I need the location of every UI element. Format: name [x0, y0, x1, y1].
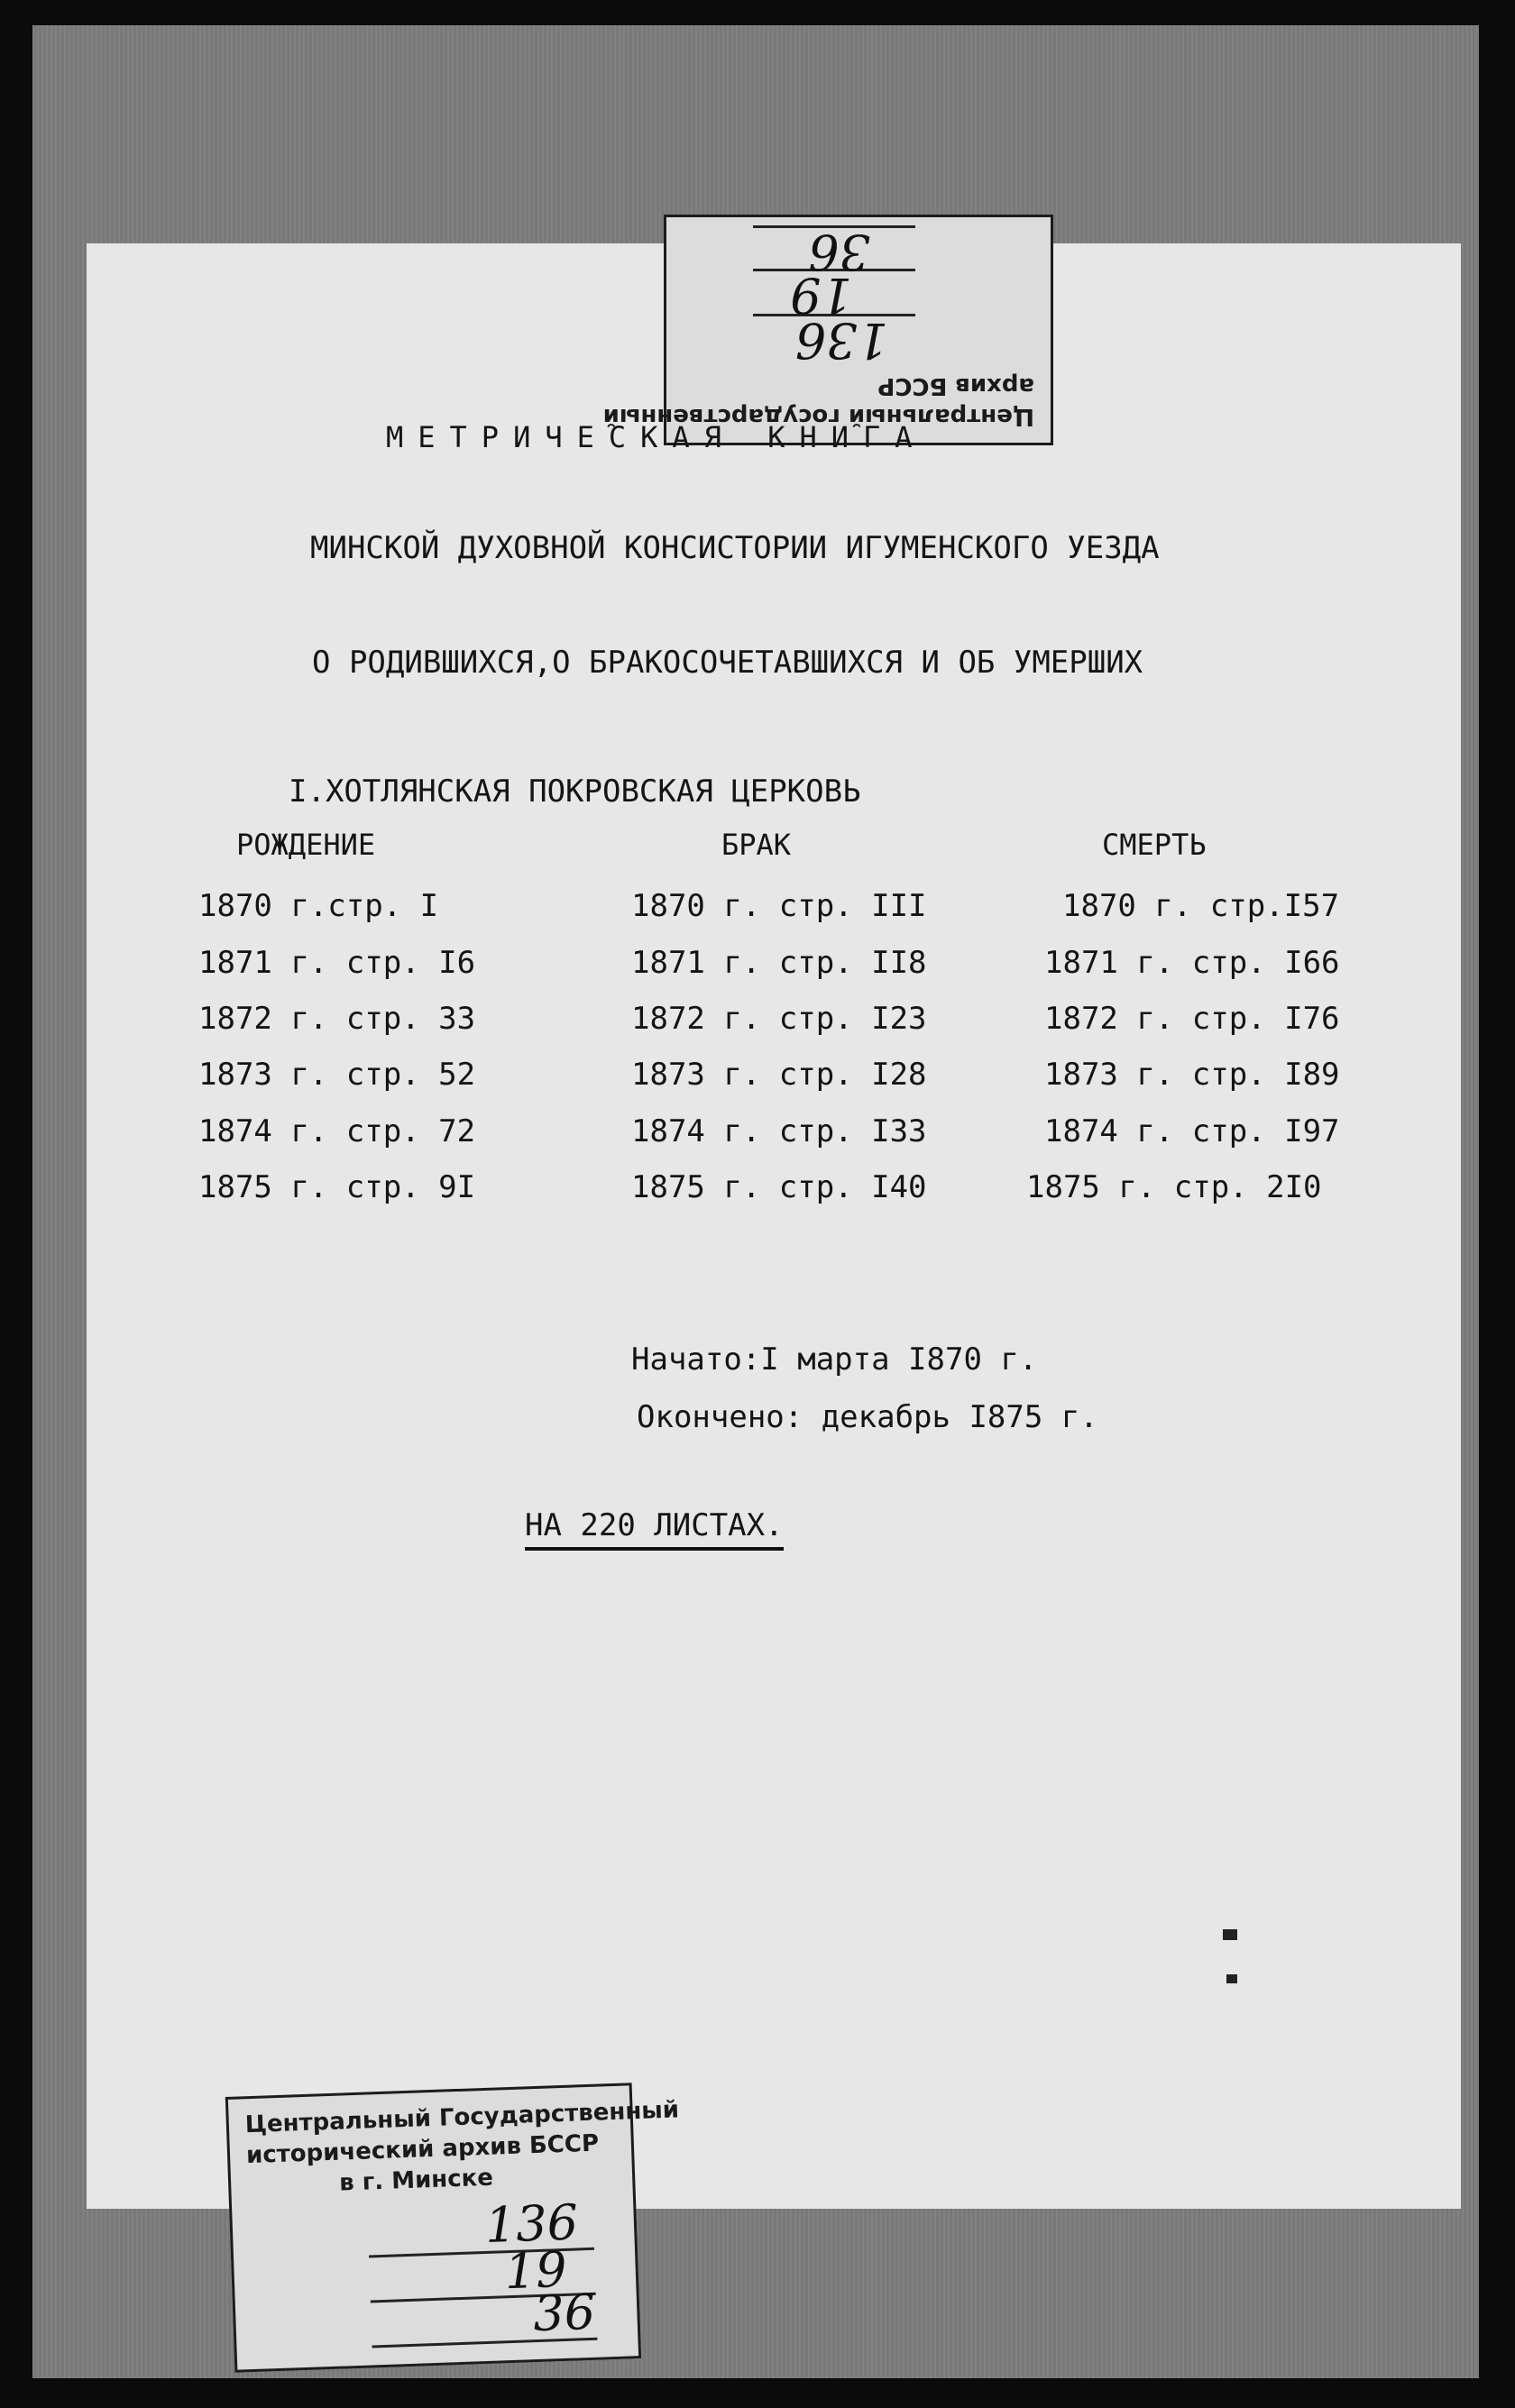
stamp-bottom-line3: в г. Минске	[338, 2164, 494, 2197]
book-title: МЕТРИЧЕСКАЯ КНИГА	[386, 420, 927, 454]
death-row: 1871 г. стр. I66	[1044, 945, 1340, 981]
stamp-bottom-opis: 19	[503, 2240, 568, 2301]
marriage-row: 1871 г. стр. II8	[631, 945, 927, 981]
death-row: 1874 г. стр. I97	[1044, 1113, 1340, 1149]
stamp-bottom-line1: Центральный Государственный	[244, 2096, 680, 2139]
marriage-row: 1875 г. стр. I40	[631, 1169, 927, 1205]
birth-row: 1875 г. стр. 9I	[198, 1169, 476, 1205]
death-row: 1875 г. стр. 2I0	[1026, 1169, 1322, 1205]
stamp-top-delo: 36	[808, 224, 870, 280]
subject-line: О РОДИВШИХСЯ,О БРАКОСОЧЕТАВШИХСЯ И ОБ УМЕРШИХ	[312, 645, 1143, 681]
marriage-row: 1874 г. стр. I33	[631, 1113, 927, 1149]
stamp-top-line2: архив БССР	[877, 372, 1034, 399]
column-header-birth: РОЖДЕНИЕ	[236, 828, 376, 862]
started-date: Начато:I марта I870 г.	[631, 1341, 1038, 1378]
birth-row: 1874 г. стр. 72	[198, 1113, 476, 1149]
stamp-bottom-fond: 136	[483, 2193, 580, 2254]
marriage-row: 1873 г. стр. I28	[631, 1057, 927, 1093]
archive-stamp-bottom	[225, 2083, 680, 2373]
stamp-top-fond: 136	[794, 312, 888, 369]
finished-date: Окончено: декабрь I875 г.	[637, 1399, 1098, 1435]
column-header-marriage: БРАК	[721, 828, 792, 862]
stamp-bottom-delo: 36	[532, 2283, 597, 2343]
stamp-top-opis: 19	[790, 267, 852, 324]
column-header-death: СМЕРТЬ	[1102, 828, 1207, 862]
ink-mark	[1226, 1974, 1237, 1983]
stamp-bottom-line2: исторический архив БССР	[245, 2129, 600, 2170]
birth-row: 1871 г. стр. I6	[198, 945, 476, 981]
stamp-top-line1: Центральный государственный	[602, 403, 1034, 430]
death-row: 1870 г. стр.I57	[1062, 888, 1340, 924]
death-row: 1873 г. стр. I89	[1044, 1057, 1340, 1093]
sheet-count: НА 220 ЛИСТАХ.	[525, 1507, 784, 1551]
consistory-line: МИНСКОЙ ДУХОВНОЙ КОНСИСТОРИИ ИГУМЕНСКОГО УЕЗДА	[310, 530, 1160, 566]
marriage-row: 1870 г. стр. III	[631, 888, 927, 924]
death-row: 1872 г. стр. I76	[1044, 1001, 1340, 1037]
birth-row: 1872 г. стр. 33	[198, 1001, 476, 1037]
marriage-row: 1872 г. стр. I23	[631, 1001, 927, 1037]
church-name: I.ХОТЛЯНСКАЯ ПОКРОВСКАЯ ЦЕРКОВЬ	[289, 774, 861, 810]
birth-row: 1873 г. стр. 52	[198, 1057, 476, 1093]
ink-mark	[1223, 1929, 1237, 1940]
birth-row: 1870 г.стр. I	[198, 888, 439, 924]
archive-stamp-top	[602, 215, 1053, 445]
